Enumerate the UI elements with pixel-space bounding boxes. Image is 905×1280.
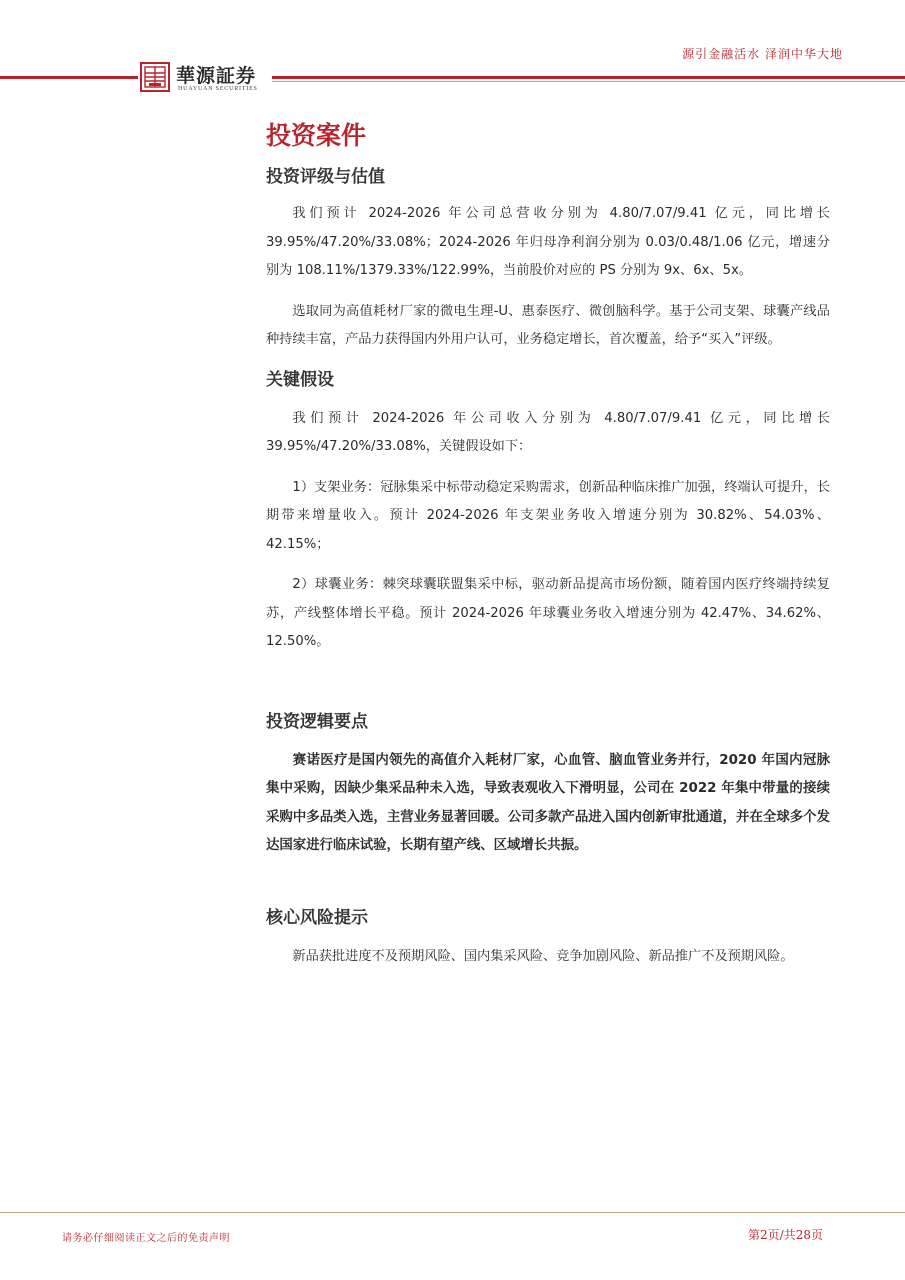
company-logo [138,60,272,96]
section-key-assumptions [266,367,830,657]
logo-seal-icon [140,62,170,92]
page-number: 第2页/共28页 [748,1228,823,1242]
logo-subtitle: HUAYUAN SECURITIES [178,86,258,92]
paragraph: 选取同为高值耗材厂家的微电生理-U、惠泰医疗、微创脑科学。基于公司支架、球囊产线品种持续丰富，产品力获得国内外用户认可，业务稳定增长，首次覆盖，给予“买入”评级。 [266,303,830,347]
paragraph: 2）球囊业务：棘突球囊联盟集采中标，驱动新品提高市场份额，随着国内医疗终端持续复苏，产线整体增长平稳。预计 2024-2026 年球囊业务收入增速分别为 42.47%、34.62%、12.50%。 [266,577,830,649]
footer-disclaimer: 请务必仔细阅读正文之后的免责声明 [62,1233,230,1244]
header-rule-left [0,76,138,79]
section-core-risks [266,905,830,972]
main-content [266,118,830,971]
page-header [0,0,905,100]
header-rule-right [272,76,905,79]
paragraph: 1）支架业务：冠脉集采中标带动稳定采购需求，创新品种临床推广加强，终端认可提升，长期带来增量收入。预计 2024-2026 年支架业务收入增速分别为 30.82%、54.03%、42.15%； [266,479,830,552]
section-heading: 投资逻辑要点 [266,711,368,732]
paragraph: 我们预计 2024-2026 年公司收入分别为 4.80/7.07/9.41 亿元，同比增长 39.95%/47.20%/33.08%，关键假设如下： [266,410,830,454]
section-rating-valuation [266,164,830,355]
paragraph: 赛诺医疗是国内领先的高值介入耗材厂家，心血管、脑血管业务并行，2020 年国内冠脉集中采购，因缺少集采品种未入选，导致表观收入下滑明显，公司在 2022 年集中带量的接续采购中多品类入选，主营业务显著回暖。公司多款产品进入国内创新审批通道，并在全球多个发达国家进行临床试验，长期有望产线、区域增长共振。 [266,752,830,853]
section-heading: 关键假设 [266,369,334,390]
section-heading: 核心风险提示 [266,907,368,928]
page-title: 投资案件 [266,121,367,150]
section-investment-logic [266,709,830,861]
section-heading: 投资评级与估值 [266,167,385,187]
logo-name: 華源証券 [176,65,257,87]
footer-rule [0,1212,905,1213]
header-slogan: 源引金融活水 泽润中华大地 [682,47,843,61]
paragraph: 新品获批进度不及预期风险、国内集采风险、竞争加剧风险、新品推广不及预期风险。 [292,948,794,964]
header-rule-thin [272,81,905,82]
paragraph: 我们预计 2024-2026 年公司总营收分别为 4.80/7.07/9.41 亿元，同比增长 39.95%/47.20%/33.08%；2024-2026 年归母净利润分别为 0.03/0.48/1.06 亿元，增速分别为 108.11%/1379.33%/122.99%，当前股价对应的 PS 分别为 9x、6x、5x。 [266,206,830,278]
